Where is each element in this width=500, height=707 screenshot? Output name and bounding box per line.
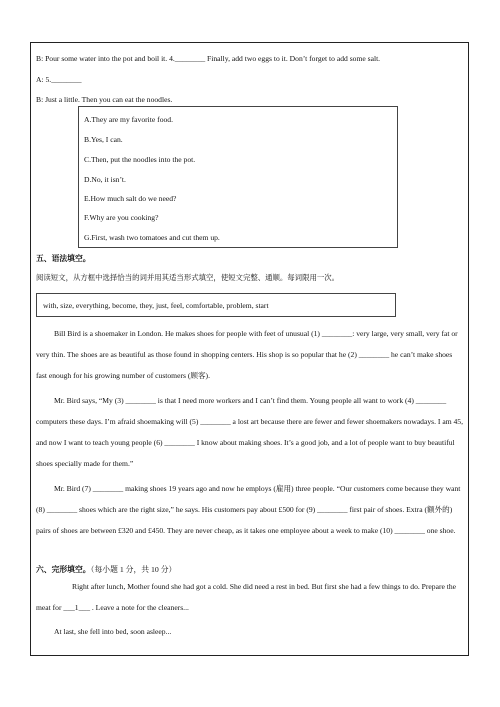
option-g: G.First, wash two tomatoes and cut them up. [84,233,220,242]
section6-title-text: 六、完形填空。 [36,565,91,574]
cloze-paragraph-2: At last, she fell into bed, soon asleep... [54,627,172,636]
section5-instruction: 阅读短文，从方框中选择恰当的词并用其适当形式填空，使短文完整、通顺。每词限用一次。 [36,273,340,282]
section6-score-note: （每小题 1 分，共 10 分） [90,565,177,574]
passage-paragraph-2: Mr. Bird says, “My (3) ________ is that I need more workers and I can’t find them. Young people all want to work (4) ________ computers these days. I’m afraid shoemaking will (5) ________ a lost art because there are fewer and fewer shoemakers nowadays. I am 45, and now I want to teach young people (6) ________ I know about making shoes. It’s a good job, and a lot of people want to buy beautiful shoes specially made for them.” [36,396,463,468]
option-e: E.How much salt do we need? [84,194,177,203]
options-box [78,106,398,248]
passage-paragraph-1: Bill Bird is a shoemaker in London. He makes shoes for people with feet of unusual (1) ________: very large, very small, very fat or very thin. The shoes are as beautiful as those found in shopping centers. His shop is so popular that he (2) ________ he can’t make shoes fast enough for his growing number of customers (顾客). [36,329,458,380]
option-a: A.They are my favorite food. [84,115,173,124]
section5-title: 五、语法填空。 [36,254,91,263]
option-f: F.Why are you cooking? [84,213,159,222]
dialogue-a-line: A: 5.________ [36,75,82,84]
cloze-paragraph-1: Right after lunch, Mother found she had got a cold. She did need a rest in bed. But first she had a few things to do. Prepare the meat for ___1___ . Leave a note for the cleaners... [36,582,457,612]
dialogue-b-line-1: B: Pour some water into the pot and boil it. 4.________ Finally, add two eggs to it. Don’t forget to add some salt. [36,54,381,63]
dialogue-b-line-2: B: Just a little. Then you can eat the noodles. [36,95,173,104]
section6-title [36,564,176,575]
option-b: B.Yes, I can. [84,135,123,144]
word-box: with, size, everything, become, they, just, feel, comfortable, problem, start [36,293,396,317]
passage-paragraph-3: Mr. Bird (7) ________ making shoes 19 years ago and now he employs (雇用) three people. “Our customers come because they want (8) ________ shoes which are the right size,” he says. His customers pay about £500 for (9) ________ first pair of shoes. Extra (额外的) pairs of shoes are between £320 and £450. They are never cheap, as it takes one employee about a week to make (10) ________ one shoe. [36,484,461,535]
option-d: D.No, it isn’t. [84,175,126,184]
option-c: C.Then, put the noodles into the pot. [84,155,196,164]
